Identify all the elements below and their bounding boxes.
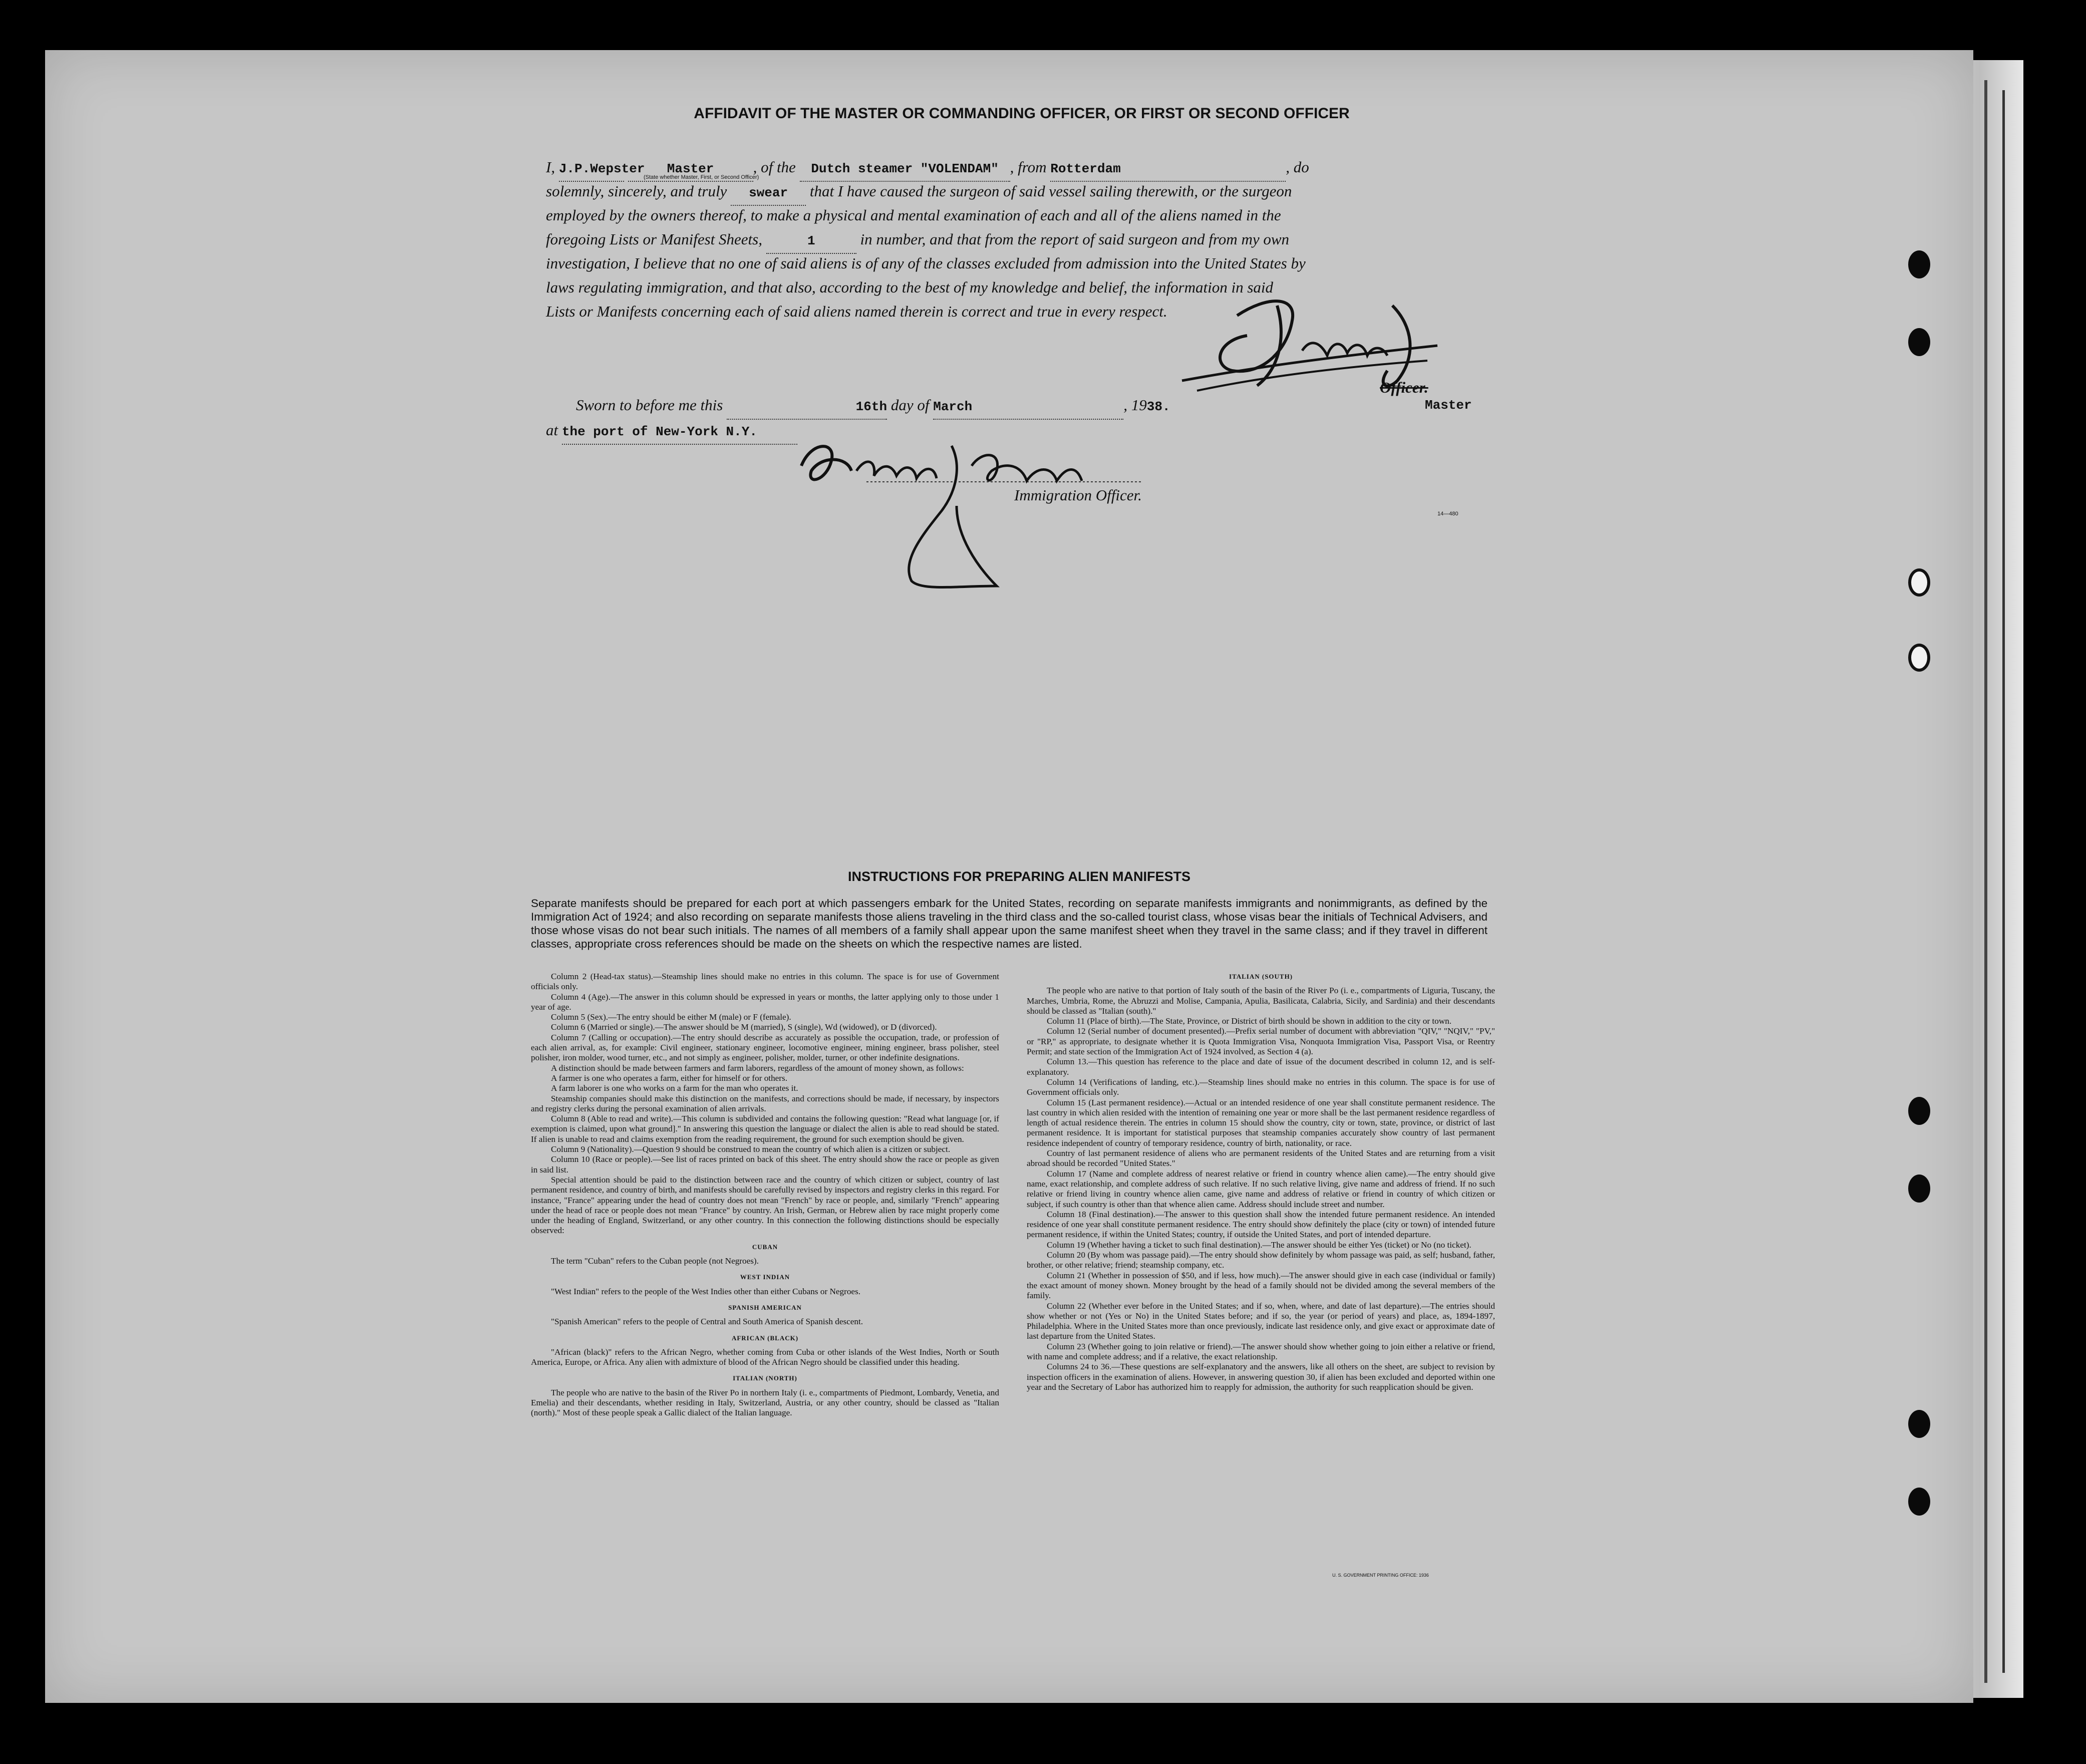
text: , 19	[1123, 396, 1147, 414]
affidavit-line-5: investigation, I believe that no one of said aliens is of any of the classes excluded from admission into the United States by	[546, 254, 1306, 272]
instruction-paragraph: Column 13.—This question has reference to the place and date of issue of the document described in column 12, and is self-explanatory.	[1027, 1057, 1495, 1077]
binder-hole	[1908, 1174, 1930, 1203]
officer-name: J.P.Wepster	[559, 157, 624, 182]
master-label: Master	[1425, 398, 1472, 413]
text: Sworn to before me this	[576, 396, 723, 414]
instruction-paragraph: The people who are native to that portion of Italy south of the basin of the River Po (i. e., compartments of Liguria, Tuscany, the Marches, Umbria, Rome, the Abruzzi and Molise, Campania, Apulia, Basilicata, Calabria, Sicily, and Sardinia) and their descendants should be classed as "Italian (south)."	[1027, 986, 1495, 1016]
binder-hole	[1908, 568, 1930, 597]
section-heading-spanish-american: SPANISH AMERICAN	[728, 1303, 802, 1311]
affidavit-line-7: Lists or Manifests concerning each of said aliens named therein is correct and true in every respect.	[546, 303, 1167, 320]
text: day of	[890, 396, 930, 414]
instruction-paragraph: Country of last permanent residence of aliens who are permanent residents of the United States and are returning from a visit abroad should be recorded "United States."	[1027, 1148, 1495, 1168]
instruction-paragraph: Column 14 (Verifications of landing, etc.).—Steamship lines should make no entries in this column. The space is for use of Government officials only.	[1027, 1077, 1495, 1097]
text: , from	[1010, 158, 1047, 176]
instruction-paragraph: A farm laborer is one who works on a farm for the man who operates it.	[551, 1083, 798, 1093]
binder-hole	[1908, 328, 1930, 356]
instruction-paragraph: Column 6 (Married or single).—The answer should be M (married), S (single), Wd (widowed), or D (divorced).	[551, 1022, 937, 1032]
text: , do	[1286, 158, 1309, 176]
instruction-paragraph: "African (black)" refers to the African Negro, whether coming from Cuba or other islands of the West Indies, North or South America, Europe, or Africa. Any alien with admixture of blood of the African Negro should be classified under this heading.	[531, 1347, 999, 1367]
immigration-officer-signature	[791, 436, 1172, 596]
instruction-paragraph: "Spanish American" refers to the people of Central and South America of Spanish descent.	[551, 1317, 863, 1327]
instruction-paragraph: Column 10 (Race or people).—See list of races printed on back of this sheet. The entry should show the race or people as given in said list.	[531, 1154, 999, 1174]
instruction-paragraph: Special attention should be paid to the distinction between race and the country of which citizen or subject, country of last permanent residence, and country of birth, and manifests should be carefully revised by inspectors and registry clerks in this regard. For instance, "France" appearing under the head of country does not mean "French" by race or people, and, similarly "French" appearing under the head of race or people does not mean "France" by country. An Irish, German, or Hebrew alien by race might properly come under the heading of England, Switzerland, or any other country. In this connection the following distinctions should be especially observed:	[531, 1174, 1000, 1236]
text: solemnly, sincerely, and truly	[546, 182, 727, 200]
immigration-officer-label: Immigration Officer.	[1014, 486, 1142, 504]
text: , of the	[753, 158, 796, 176]
form-number: 14—480	[1437, 511, 1458, 517]
section-heading-west-indian: WEST INDIAN	[740, 1273, 790, 1281]
instruction-paragraph: "West Indian" refers to the people of the West Indies other than either Cubans or Negroes.	[551, 1286, 861, 1296]
text: at	[546, 421, 558, 439]
oath-word: swear	[731, 181, 806, 206]
instruction-paragraph: Column 4 (Age).—The answer in this column should be expressed in years or months, the latter applying only to those under 1 year of age.	[531, 992, 999, 1012]
page-edge	[1984, 80, 1987, 1683]
instruction-paragraph: Steamship companies should make this distinction on the manifests, and corrections should be made, if necessary, by inspectors and registry clerks during the personal examination of alien arrivals.	[531, 1093, 999, 1113]
rank-note: (State whether Master, First, or Second Officer)	[644, 174, 759, 180]
departure-port: Rotterdam	[1050, 157, 1286, 182]
instruction-paragraph: Column 2 (Head-tax status).—Steamship lines should make no entries in this column. The space is for use of Government officials only.	[531, 972, 999, 992]
instruction-paragraph: Column 22 (Whether ever before in the United States; and if so, when, where, and date of last departure).—The entries should show whether or not (Yes or No) in the United States before; and if so, the year (or period of years) and place, as, 1894-1897, Philadelphia. Where in the United States more than once previously, indicate last residence only, and give exact or approximate date of last departure from the United States.	[1027, 1301, 1495, 1341]
affidavit-line-6: laws regulating immigration, and that also, according to the best of my knowledge and belief, the information in said	[546, 278, 1274, 296]
sworn-month: March	[933, 395, 1123, 420]
instruction-paragraph: Column 9 (Nationality).—Question 9 should be construed to mean the country of which alien is a citizen or subject.	[551, 1144, 951, 1154]
section-heading-cuban: CUBAN	[752, 1243, 778, 1251]
text: that I have caused the surgeon of said vessel sailing therewith, or the surgeon	[809, 182, 1292, 200]
sheet-count: 1	[766, 229, 856, 254]
instruction-paragraph: Column 20 (By whom was passage paid).—The entry should show definitely by whom passage was paid, as self; husband, father, brother, or other relative; friend; steamship company, etc.	[1027, 1250, 1495, 1270]
section-heading-african: AFRICAN (BLACK)	[731, 1334, 799, 1342]
vessel-name: Dutch steamer "VOLENDAM"	[800, 157, 1010, 182]
affidavit-line-4	[546, 227, 1289, 254]
binder-hole	[1908, 1410, 1930, 1438]
binder-hole	[1908, 250, 1930, 278]
instructions-right-column	[1027, 972, 1495, 1392]
instruction-paragraph: Column 23 (Whether going to join relative or friend).—The answer should show whether going to join either a relative or friend, with name and complete address; and if a relative, the exact relationship.	[1027, 1341, 1495, 1361]
text: I,	[546, 158, 555, 176]
officer-label: Officer.	[1380, 379, 1428, 396]
sworn-place-line	[546, 418, 797, 445]
instructions-intro: Separate manifests should be prepared for each port at which passengers embark for the United States, recording on separate manifests immigrants and nonimmigrants, as defined by the Immigration Act of 1924; and also recording on separate manifests those aliens traveling in the third class and the so-called tourist class, whose visas bear the initials of Technical Advisers, and those whose visas do not bear such initials. The names of all members of a family shall appear upon the same manifest sheet when they travel in the same class; and if they travel in different classes, appropriate cross references should be made on the sheets on which the respective names are listed.	[531, 897, 1487, 950]
instruction-paragraph: The term "Cuban" refers to the Cuban people (not Negroes).	[551, 1256, 759, 1266]
section-heading-italian-north: ITALIAN (NORTH)	[733, 1374, 797, 1382]
sworn-place: the port of New-York N.Y.	[562, 420, 797, 445]
instructions-title: INSTRUCTIONS FOR PREPARING ALIEN MANIFESTS	[847, 869, 1191, 884]
page-edge	[2002, 90, 2005, 1673]
binder-hole	[1908, 644, 1930, 672]
text: foregoing Lists or Manifest Sheets,	[546, 230, 762, 248]
instruction-paragraph: Column 7 (Calling or occupation).—The entry should describe as accurately as possible the occupation, trade, or profession of each alien arrival, as, for example: Civil engineer, stationary engineer, locomotive engineer, mining engineer, brass polisher, steel polisher, iron molder, wood turner, etc., and not simply as engineer, polisher, molder, turner, or other indefinite designations.	[531, 1032, 999, 1063]
instruction-paragraph: Column 17 (Name and complete address of nearest relative or friend in country whence alien came).—The entry should give name, exact relationship, and complete address of such relative. If no such relative living, give name and address of friend. If no such relative or friend living in country whence alien came, give name and address of relative or friend in country of which citizen or subject, if such country is other than that whence alien came. Address should include street and number.	[1027, 1168, 1495, 1209]
sworn-year: 38.	[1146, 399, 1170, 414]
instruction-paragraph: A farmer is one who operates a farm, either for himself or for others.	[551, 1073, 788, 1083]
instruction-paragraph: Column 12 (Serial number of document presented).—Prefix serial number of document with abbreviation "QIV," "NQIV," "PV," or "RP," as appropriate, to designate whether it is Quota Immigration Visa, Nonquota Immigration Visa, Passport Visa, or Reentry Permit; and state section of the Immigration Act of 1924 involved, as Section 4 (a).	[1027, 1026, 1495, 1057]
affidavit-line-3: employed by the owners thereof, to make a physical and mental examination of each and all of the aliens named in the	[546, 206, 1281, 224]
instruction-paragraph: Column 15 (Last permanent residence).—Actual or an intended residence of one year shall constitute permanent residence. The last country in which alien resided with the intention of remaining one year or more shall be the last permanent residence regardless of length of actual residence therein. The entries in column 15 should show the country, city or town, state, province, or district of last permanent residence. It is important for statistical purposes that steamship companies accurately show country of last permanent residence independent of country of temporary residence, country of birth, nationality, or race.	[1027, 1097, 1495, 1148]
instruction-paragraph: Column 5 (Sex).—The entry should be either M (male) or F (female).	[551, 1012, 791, 1022]
sworn-day: 16th	[727, 395, 887, 420]
sworn-line	[576, 393, 1170, 420]
instruction-paragraph: The people who are native to the basin of the River Po in northern Italy (i. e., compartments of Piedmont, Lombardy, Venetia, and Emelia) and their descendants, whether residing in Italy, Switzerland, Austria, or any other country, should be classed as "Italian (north)." Most of these people speak a Gallic dialect of the Italian language.	[531, 1387, 999, 1418]
text: in number, and that from the report of said surgeon and from my own	[860, 230, 1290, 248]
binder-hole	[1908, 1488, 1930, 1516]
affidavit-title: AFFIDAVIT OF THE MASTER OR COMMANDING OFFICER, OR FIRST OR SECOND OFFICER	[694, 105, 1350, 122]
instruction-paragraph: Column 11 (Place of birth).—The State, Province, or District of birth should be shown in addition to the city or town.	[1047, 1016, 1452, 1026]
affidavit-line-2	[546, 179, 1292, 206]
master-signature	[1177, 285, 1457, 401]
instruction-paragraph: A distinction should be made between farmers and farm laborers, regardless of the amount of money shown, as follows:	[551, 1063, 964, 1073]
binder-hole	[1908, 1097, 1930, 1125]
instructions-left-column	[531, 972, 999, 1418]
officer-rank: Master	[628, 157, 753, 182]
instruction-paragraph: Column 18 (Final destination).—The answer to this question shall show the intended future permanent residence. An intended residence of one year shall constitute permanent residence. The entry should show definitely the place (city or town) of intended future permanent residence, if within the United States; country, if outside the United States, and port of intended departure.	[1027, 1209, 1495, 1240]
instruction-paragraph: Column 8 (Able to read and write).—This column is subdivided and contains the following question: "Read what language [or, if exemption is claimed, upon what ground]." In answering this question the language or dialect the alien is able to read should be stated. If alien is unable to read and claims exemption from the reading requirement, the ground for such exemption should be given.	[531, 1114, 999, 1144]
section-heading-italian-south: ITALIAN (SOUTH)	[1229, 973, 1293, 980]
instruction-paragraph: Columns 24 to 36.—These questions are self-explanatory and the answers, like all others on the sheet, are subject to revision by inspection officers in the examination of aliens. However, in answering question 30, if alien has been excluded and deported within one year and the Secretary of Labor has authorized him to reapply for admission, the authority for such reapplication should be given.	[1027, 1362, 1495, 1392]
printer-imprint: U. S. GOVERNMENT PRINTING OFFICE: 1936	[1332, 1573, 1429, 1578]
instruction-paragraph: Column 21 (Whether in possession of $50, and if less, how much).—The answer should give in each case (individual or family) the exact amount of money shown. Money brought by the head of a family should not be divided among the several members of the family.	[1027, 1270, 1495, 1301]
instruction-paragraph: Column 19 (Whether having a ticket to such final destination).—The answer should be either Yes (ticket) or No (no ticket).	[1047, 1240, 1471, 1250]
